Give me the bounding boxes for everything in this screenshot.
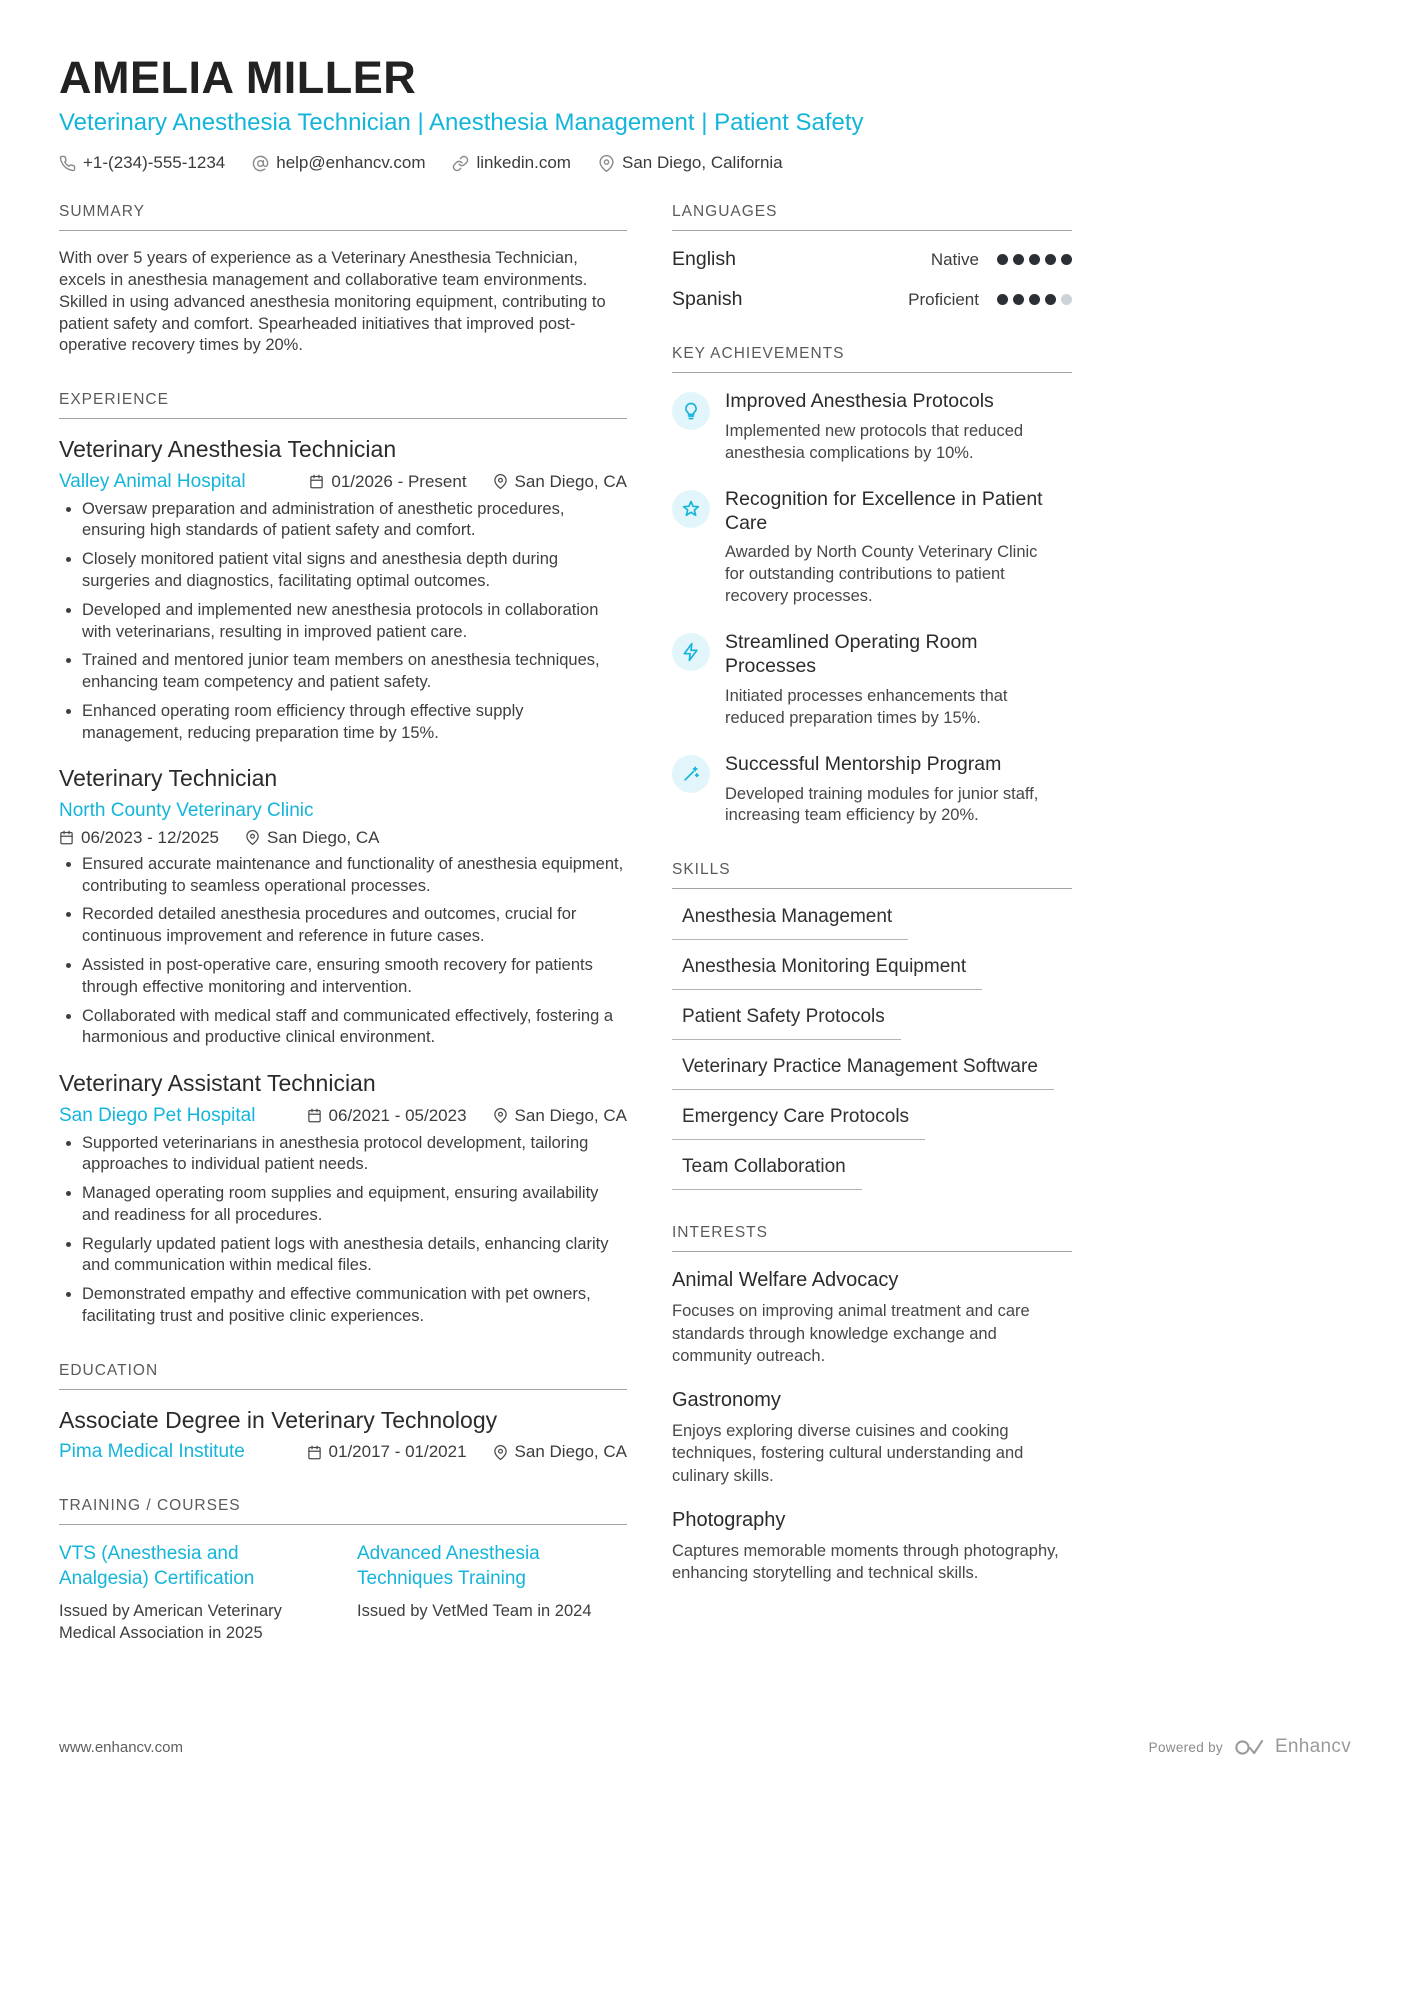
job-location	[493, 472, 627, 492]
interest-entry	[672, 1389, 1072, 1487]
job-dates-text: 01/2026 - Present	[331, 471, 467, 491]
job-bullets	[59, 854, 627, 1049]
resume-header	[59, 54, 1351, 173]
location-pin-icon	[493, 1445, 508, 1460]
job-dates-text: 06/2021 - 05/2023	[328, 1105, 467, 1125]
interests-heading: INTERESTS	[672, 1224, 1072, 1252]
location-pin-icon	[493, 474, 508, 489]
job-bullet: • Closely monitored patient vital signs and anesthesia depth during surgeries and diagnostics, facilitating optimal outcomes.	[82, 549, 627, 593]
languages-heading: LANGUAGES	[672, 203, 1072, 231]
achievement-description: Developed training modules for junior staff, increasing team efficiency by 20%.	[725, 784, 1039, 825]
summary-heading: SUMMARY	[59, 203, 627, 231]
brand-name: Enhancv	[1274, 1736, 1351, 1758]
location-contact	[598, 153, 783, 173]
achievement-entry	[672, 488, 1072, 608]
lightbulb-icon	[672, 392, 710, 430]
company-name: Valley Animal Hospital	[59, 470, 246, 492]
job-bullets	[59, 499, 627, 745]
calendar-icon	[59, 830, 74, 845]
language-level: Proficient	[908, 289, 979, 309]
job-bullet: • Enhanced operating room efficiency through effective supply management, reducing preparation time by 15%.	[82, 701, 627, 745]
interests-section	[672, 1224, 1072, 1584]
skill-item: Emergency Care Protocols	[672, 1106, 925, 1140]
resume-columns	[59, 203, 1351, 1678]
left-column	[59, 203, 627, 1678]
job-meta	[59, 471, 627, 493]
job-bullets	[59, 1133, 627, 1328]
job-bullet: • Demonstrated empathy and effective communication with pet owners, facilitating trust and positive clinic experiences.	[82, 1284, 627, 1328]
achievement-description: Initiated processes enhancements that reduced preparation times by 15%.	[725, 686, 1008, 727]
job-dates	[309, 472, 466, 492]
star-icon	[672, 490, 710, 528]
calendar-icon	[307, 1108, 322, 1123]
bolt-icon	[672, 633, 710, 671]
job-location	[245, 828, 379, 848]
skills-section	[672, 861, 1072, 1190]
right-column	[672, 203, 1072, 1678]
location-pin-icon	[493, 1108, 508, 1123]
location-text: San Diego, California	[621, 153, 783, 173]
interest-title: Gastronomy	[672, 1389, 781, 1412]
language-row	[672, 288, 1072, 311]
achievement-description: Implemented new protocols that reduced anesthesia complications by 10%.	[725, 422, 1024, 462]
job-bullet: • Collaborated with medical staff and communicated effectively, fostering a harmonious and productive clinical environment.	[82, 1006, 627, 1050]
job-meta	[59, 1105, 627, 1127]
language-row	[672, 248, 1072, 271]
achievement-entry	[672, 390, 1072, 465]
experience-section	[59, 391, 627, 1328]
language-rating-dots	[997, 254, 1072, 265]
enhancv-logo-icon	[1234, 1738, 1264, 1757]
linkedin-text: linkedin.com	[476, 153, 571, 173]
achievement-title: Recognition for Excellence in Patient Care	[725, 487, 1043, 534]
interest-description: Focuses on improving animal treatment and care standards through knowledge exchange and community outreach.	[672, 1302, 1030, 1365]
training-heading: TRAINING / COURSES	[59, 1497, 627, 1525]
interest-description: Enjoys exploring diverse cuisines and cooking techniques, fostering cultural understanding and culinary skills.	[672, 1422, 1024, 1485]
link-icon	[452, 155, 469, 172]
degree-title: Associate Degree in Veterinary Technology	[59, 1406, 498, 1433]
experience-heading: EXPERIENCE	[59, 391, 627, 419]
job-bullet: • Oversaw preparation and administration of anesthetic procedures, ensuring high standards of patient safety and comfort.	[82, 499, 627, 543]
powered-by[interactable]	[1149, 1736, 1351, 1758]
job-bullet: • Recorded detailed anesthesia procedures and outcomes, crucial for continuous improvement and reference in future cases.	[82, 904, 627, 948]
course-list	[59, 1542, 627, 1644]
job-bullet: • Supported veterinarians in anesthesia protocol development, tailoring approaches to individual patient needs.	[82, 1133, 627, 1177]
interest-entry	[672, 1269, 1072, 1367]
education-location-text: San Diego, CA	[514, 1442, 627, 1462]
job-location-text: San Diego, CA	[267, 827, 380, 847]
job-location	[493, 1106, 627, 1126]
job-bullet: • Trained and mentored junior team members on anesthesia techniques, enhancing team competency and patient safety.	[82, 650, 627, 694]
course-title: VTS (Anesthesia and Analgesia) Certification	[59, 1543, 255, 1590]
course-issuer: Issued by American Veterinary Medical Association in 2025	[59, 1601, 282, 1642]
location-pin-icon	[245, 830, 260, 845]
job-location-text: San Diego, CA	[514, 471, 627, 491]
calendar-icon	[309, 474, 324, 489]
education-meta	[59, 1441, 627, 1463]
job-bullet: • Regularly updated patient logs with anesthesia details, enhancing clarity and communication within medical files.	[82, 1234, 627, 1278]
school-name: Pima Medical Institute	[59, 1441, 245, 1463]
language-name: English	[672, 248, 736, 271]
achievements-section	[672, 345, 1072, 827]
achievement-title: Successful Mentorship Program	[725, 752, 1002, 775]
language-level: Native	[930, 249, 979, 269]
achievements-heading: KEY ACHIEVEMENTS	[672, 345, 1072, 373]
course-issuer: Issued by VetMed Team in 2024	[357, 1601, 592, 1620]
powered-by-label: Powered by	[1148, 1739, 1223, 1755]
job-entry	[59, 1070, 627, 1328]
wand-icon	[672, 755, 710, 793]
job-meta	[59, 800, 627, 848]
candidate-headline: Veterinary Anesthesia Technician | Anesthesia Management | Patient Safety	[59, 109, 864, 137]
education-dates-text: 01/2017 - 01/2021	[328, 1442, 467, 1462]
calendar-icon	[307, 1445, 322, 1460]
job-dates	[307, 1106, 467, 1126]
email-text: help@enhancv.com	[276, 153, 426, 173]
interest-entry	[672, 1509, 1072, 1585]
job-title: Veterinary Assistant Technician	[59, 1070, 376, 1097]
skill-item: Veterinary Practice Management Software	[672, 1056, 1054, 1090]
education-heading: EDUCATION	[59, 1362, 627, 1390]
job-bullet: • Assisted in post-operative care, ensuring smooth recovery for patients through effective monitoring and intervention.	[82, 955, 627, 999]
job-entry	[59, 436, 627, 744]
company-name: San Diego Pet Hospital	[59, 1104, 256, 1126]
page-footer	[59, 1736, 1351, 1758]
course-title: Advanced Anesthesia Techniques Training	[357, 1543, 540, 1590]
footer-url[interactable]: www.enhancv.com	[59, 1738, 183, 1756]
at-icon	[252, 155, 269, 172]
achievement-entry	[672, 753, 1072, 828]
education-dates	[307, 1442, 467, 1462]
email-contact[interactable]	[252, 153, 425, 173]
linkedin-contact[interactable]	[452, 153, 571, 173]
candidate-name: AMELIA MILLER	[59, 52, 417, 103]
achievement-description: Awarded by North County Veterinary Clinic for outstanding contributions to patient recovery processes.	[725, 543, 1038, 606]
job-bullet: • Ensured accurate maintenance and functionality of anesthesia equipment, contributing to seamless operational processes.	[82, 854, 627, 898]
job-entry	[59, 765, 627, 1049]
phone-number: +1-(234)-555-1234	[83, 153, 226, 173]
job-title: Veterinary Technician	[59, 765, 278, 792]
skill-item: Anesthesia Management	[672, 906, 908, 940]
summary-section	[59, 203, 627, 357]
education-location	[493, 1442, 627, 1462]
interest-title: Photography	[672, 1508, 786, 1531]
skill-item: Patient Safety Protocols	[672, 1006, 901, 1040]
skill-item: Team Collaboration	[672, 1156, 862, 1190]
company-name: North County Veterinary Clinic	[59, 799, 314, 821]
contact-row	[59, 153, 1351, 173]
education-section	[59, 1362, 627, 1464]
language-rating-dots	[997, 294, 1072, 305]
job-title: Veterinary Anesthesia Technician	[59, 436, 397, 463]
languages-section	[672, 203, 1072, 311]
achievement-title: Streamlined Operating Room Processes	[725, 631, 978, 678]
skills-heading: SKILLS	[672, 861, 1072, 889]
job-bullet: • Managed operating room supplies and equipment, ensuring availability and readiness for all procedures.	[82, 1183, 627, 1227]
course-entry	[59, 1542, 329, 1644]
summary-text: With over 5 years of experience as a Veterinary Anesthesia Technician, excels in anesthesia management and collaborative team environments. Skilled in using advanced anesthesia monitoring equipment, contributing to patient safety and comfort. Spearheaded initiatives that improved post-operative recovery times by 20%.	[59, 249, 606, 355]
interest-description: Captures memorable moments through photography, enhancing storytelling and technical skills.	[672, 1541, 1059, 1583]
job-dates	[59, 828, 219, 848]
achievement-title: Improved Anesthesia Protocols	[725, 390, 994, 413]
achievement-entry	[672, 631, 1072, 729]
job-location-text: San Diego, CA	[514, 1105, 627, 1125]
phone-icon	[59, 155, 76, 172]
training-section	[59, 1497, 627, 1644]
location-pin-icon	[598, 155, 615, 172]
skill-item: Anesthesia Monitoring Equipment	[672, 956, 982, 990]
language-name: Spanish	[672, 288, 743, 311]
interest-title: Animal Welfare Advocacy	[672, 1269, 899, 1292]
course-entry	[357, 1542, 627, 1644]
job-dates-text: 06/2023 - 12/2025	[81, 827, 220, 847]
job-bullet: • Developed and implemented new anesthesia protocols in collaboration with veterinarians, resulting in improved patient care.	[82, 600, 627, 644]
phone-contact	[59, 153, 225, 173]
